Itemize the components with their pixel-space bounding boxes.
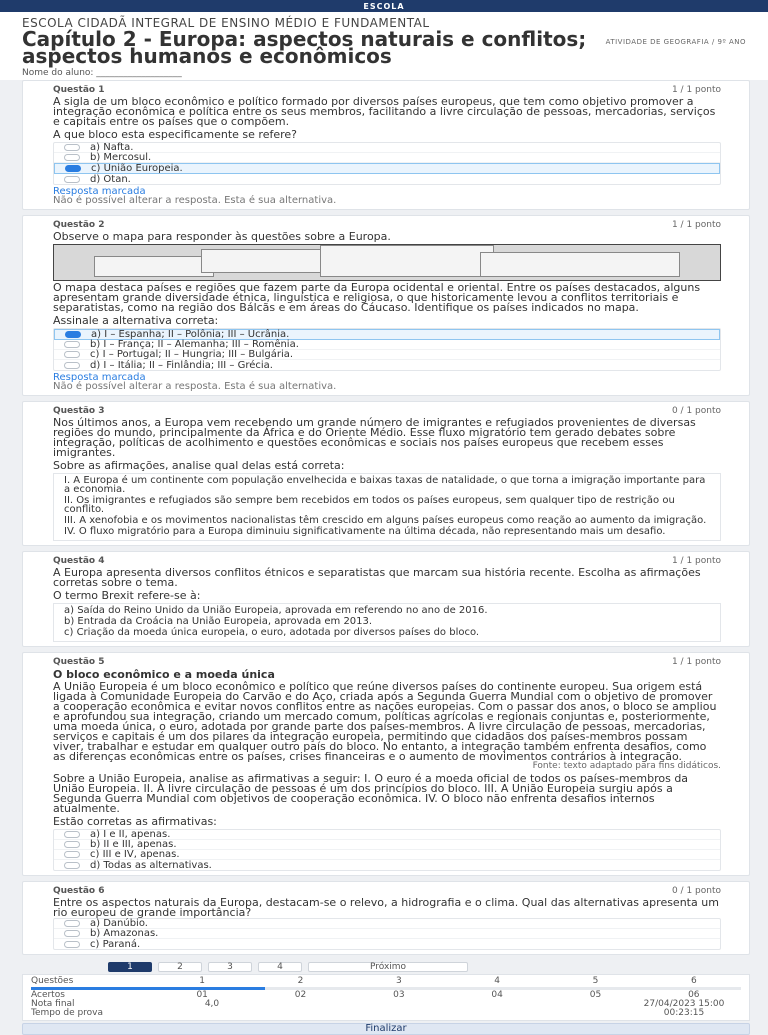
question-points: 0 / 1 ponto	[671, 886, 721, 896]
option-label: a) Nafta.	[90, 142, 134, 153]
option-label: c) I – Portugal; II – Hungria; III – Bulgária.	[90, 349, 294, 360]
summary-cell[interactable]: 1	[199, 976, 206, 986]
option-label: c) III e IV, apenas.	[90, 849, 180, 860]
summary-cell: 03	[393, 990, 405, 1000]
question-points: 0 / 1 ponto	[671, 406, 721, 416]
question-card-4	[22, 551, 750, 647]
radio-icon[interactable]	[64, 362, 80, 369]
summary-cell: 05	[589, 990, 602, 1000]
option-label: b) Amazonas.	[90, 928, 159, 939]
statement-item: I. A Europa é um continente com população envelhecida e baixas taxas de natalidade, o que torna a imigração importante para a economia.	[64, 475, 706, 495]
feedback-note: Não é possível alterar a resposta. Esta é sua alternativa.	[53, 381, 337, 392]
question-points: 1 / 1 ponto	[671, 85, 721, 95]
option-b[interactable]	[54, 153, 720, 163]
top-bar	[0, 0, 768, 12]
question-prompt: A que bloco esta especificamente se refere?	[53, 128, 298, 141]
radio-icon[interactable]	[64, 341, 80, 348]
radio-icon[interactable]	[64, 144, 80, 151]
subject-label: ATIVIDADE DE GEOGRAFIA / 9º ANO	[605, 38, 746, 46]
summary-label-final: Nota final	[31, 999, 75, 1009]
question-title: Questão 3	[53, 406, 105, 416]
radio-icon[interactable]	[64, 351, 80, 358]
question-card-6	[22, 881, 750, 955]
question-card-2	[22, 215, 750, 396]
progress-fill	[31, 987, 265, 990]
question-text: Observe o mapa para responder às questões sobre a Europa.	[53, 230, 391, 243]
question-points: 1 / 1 ponto	[671, 556, 721, 566]
option-label: a) I – Espanha; II – Polônia; III – Ucrânia.	[91, 329, 290, 340]
radio-icon[interactable]	[64, 941, 80, 948]
question-text: Nos últimos anos, a Europa vem recebendo um grande número de imigrantes e refugiados provenientes de diversas regiões do mundo, principalmente da África e do Oriente Médio. Esse fluxo migratório tem gerado debates sobre integração, políticas de acolhimento e questões econômicas e sociais nos países europeus que recebem esses imigrantes.	[53, 416, 696, 459]
option-c[interactable]	[54, 163, 720, 174]
radio-icon[interactable]	[64, 154, 80, 161]
options-list	[53, 918, 721, 950]
option-c[interactable]	[54, 850, 720, 860]
radio-icon[interactable]	[64, 841, 80, 848]
progress-bar	[31, 987, 741, 990]
option-d[interactable]	[54, 360, 720, 370]
page-header	[0, 12, 768, 80]
options-list	[53, 142, 721, 185]
pagination	[0, 960, 768, 974]
option-label: d) Otan.	[90, 173, 131, 185]
page-button-4[interactable]: 4	[258, 962, 302, 972]
question-prompt: Estão corretas as afirmativas:	[53, 815, 217, 828]
statement-item[interactable]: a) Saída do Reino Unido da União Europeia, aprovada em referendo no ano de 2016.	[64, 605, 488, 616]
exam-date: 27/04/2023 15:00	[643, 999, 725, 1009]
summary-cell: 06	[688, 990, 700, 1000]
option-b[interactable]	[54, 929, 720, 939]
source-note: Fonte: texto adaptado para fins didáticos.	[532, 761, 721, 771]
question-title: Questão 6	[53, 886, 105, 896]
statement-item[interactable]: c) Criação da moeda única europeia, o euro, adotada por diversos países do bloco.	[64, 627, 480, 638]
page-button-2[interactable]: 2	[158, 962, 202, 972]
summary-cell: 02	[294, 990, 307, 1000]
feedback-status: Resposta marcada	[53, 186, 146, 197]
summary-label-questions: Questões	[31, 976, 74, 986]
statement-item: III. A xenofobia e os movimentos nacionalistas têm crescido em alguns países europeus como reação ao aumento da imigração.	[64, 515, 707, 526]
final-score: 4,0	[204, 999, 220, 1009]
question-title: Questão 2	[53, 220, 105, 230]
radio-icon[interactable]	[64, 851, 80, 858]
option-d[interactable]	[54, 860, 720, 870]
question-card-1	[22, 80, 750, 210]
statement-item: IV. O fluxo migratório para a Europa diminuiu significativamente na última década, não representando mais um desafio.	[64, 526, 666, 537]
statement-item: II. Os imigrantes e refugiados são sempre bem recebidos em todos os países europeus, sem qualquer tipo de restrição ou conflito.	[64, 495, 675, 515]
statement-item[interactable]: b) Entrada da Croácia na União Europeia, aprovada em 2013.	[64, 616, 373, 627]
feedback-note: Não é possível alterar a resposta. Esta é sua alternativa.	[53, 195, 337, 206]
summary-cell[interactable]: 4	[494, 976, 501, 986]
option-label: b) I – França; II – Alemanha; III – Romênia.	[90, 339, 299, 350]
option-label: d) I – Itália; II – Finlândia; III – Grécia.	[90, 359, 273, 371]
option-label: d) Todas as alternativas.	[90, 859, 212, 871]
radio-icon[interactable]	[64, 920, 80, 927]
option-label: c) Paraná.	[90, 938, 141, 950]
option-c[interactable]	[54, 350, 720, 360]
radio-selected-icon[interactable]	[65, 165, 81, 172]
summary-cell[interactable]: 3	[395, 976, 402, 986]
question-text: Entre os aspectos naturais da Europa, destacam-se o relevo, a hidrografia e o clima. Qual das alternativas apresenta um rio europeu de grande importância?	[53, 896, 719, 919]
question-prompt: Sobre as afirmações, analise qual delas está correta:	[53, 459, 345, 472]
questions-container	[0, 80, 768, 955]
statements-box	[53, 473, 721, 541]
question-title: Questão 1	[53, 85, 105, 95]
page-title: Capítulo 2 - Europa: aspectos naturais e conflitos; aspectos humanos e econômicos	[22, 27, 587, 68]
summary-cell: 01	[196, 990, 208, 1000]
radio-icon[interactable]	[64, 831, 80, 838]
question-title: Questão 5	[53, 657, 105, 667]
option-label: a) Danúbio.	[90, 918, 148, 929]
page-button-1[interactable]: 1	[108, 962, 152, 972]
options-list	[53, 829, 721, 871]
question-prompt: Assinale a alternativa correta:	[53, 314, 219, 327]
question-points: 1 / 1 ponto	[671, 220, 721, 230]
question-text: A sigla de um bloco econômico e político formado por diversos países europeus, que tem como objetivo promover a integração econômica e política entre os seus membros, facilitando a livre circulação de pessoas, mercadorias, serviços e capitais entre os países que o compõem.	[53, 95, 716, 128]
page-button-3[interactable]: 3	[208, 962, 252, 972]
question-text-2: O mapa destaca países e regiões que fazem parte da Europa ocidental e oriental. Entre os países destacados, alguns apresentam grande diversidade étnica, linguística e religiosa, o que historicamente levou a conflitos territoriais e separatistas, como na região dos Bálcãs e em áreas do Cáucaso. Identifique os países indicados no mapa.	[53, 281, 701, 314]
student-name: Nome do aluno: ___________________	[22, 68, 182, 78]
radio-selected-icon[interactable]	[65, 331, 81, 338]
option-c[interactable]	[54, 939, 720, 949]
statements-box	[53, 603, 721, 642]
option-label: a) I e II, apenas.	[90, 829, 171, 840]
option-label: b) Mercosul.	[90, 152, 152, 163]
option-label: b) II e III, apenas.	[90, 839, 177, 850]
question-subtitle: O bloco econômico e a moeda única	[53, 668, 275, 681]
feedback-status: Resposta marcada	[53, 372, 146, 383]
school-logo: ESCOLA	[363, 1, 405, 11]
radio-icon[interactable]	[64, 176, 80, 183]
finish-button[interactable]: Finalizar	[22, 1023, 750, 1035]
radio-icon[interactable]	[64, 862, 80, 869]
summary-label-hits: Acertos	[31, 990, 65, 1000]
answer-feedback	[53, 373, 721, 391]
exam-duration: 00:23:15	[663, 1008, 705, 1018]
question-text-2: Sobre a União Europeia, analise as afirmativas a seguir: I. O euro é a moeda oficial de todos os países-membros da União Europeia. II. A livre circulação de pessoas é um dos princípios do bloco. III. A União Europeia surgiu após a Segunda Guerra Mundial com objetivos de cooperação econômica. IV. O bloco não enfrenta desafios internos atualmente.	[53, 772, 689, 815]
question-prompt: O termo Brexit refere-se à:	[53, 589, 201, 602]
summary-cell: 04	[491, 990, 503, 1000]
next-button[interactable]: Próximo	[308, 962, 468, 972]
summary-panel	[22, 974, 750, 1021]
question-card-3	[22, 401, 750, 546]
question-text: A Europa apresenta diversos conflitos étnicos e separatistas que marcam sua história recente. Escolha as afirmações corretas sobre o tema.	[53, 566, 701, 589]
options-list	[53, 328, 721, 371]
europe-map-image	[53, 244, 721, 281]
radio-icon[interactable]	[64, 930, 80, 937]
question-title: Questão 4	[53, 556, 105, 566]
answer-feedback	[53, 187, 721, 205]
school-name: ESCOLA CIDADÃ INTEGRAL DE ENSINO MÉDIO E FUNDAMENTAL	[22, 16, 430, 30]
option-a[interactable]	[54, 143, 720, 153]
option-label: c) União Europeia.	[91, 163, 183, 174]
question-text: A União Europeia é um bloco econômico e político que reúne diversos países do continente europeu. Sua origem está ligada à Comunidade Europeia do Carvão e do Aço, criada após a Segunda Guerra Mundial com o objetivo de promover a cooperação econômica e evitar novos conflitos entre as nações europeias. Com o passar dos anos, o bloco se ampliou e aprofundou sua integração, criando um mercado comum, políticas agrícolas e regionais conjuntas e, posteriormente, uma moeda única, o euro, adotada por grande parte dos países-membros. A livre circulação de pessoas, mercadorias, serviços e capitais é um dos pilares da integração europeia, permitindo que cidadãos dos países-membros possam viver, trabalhar e estudar em qualquer outro país do bloco. No entanto, a integração também enfrenta desafios, como as diferenças econômicas entre os países, crises financeiras e o aumento de movimentos contrários à integração.	[53, 680, 717, 763]
option-d[interactable]	[54, 174, 720, 184]
summary-cell[interactable]: 6	[690, 976, 697, 986]
question-points: 1 / 1 ponto	[671, 657, 721, 667]
summary-cell[interactable]: 5	[592, 976, 599, 986]
question-card-5	[22, 652, 750, 876]
summary-label-time: Tempo de prova	[31, 1008, 104, 1018]
summary-cell[interactable]: 2	[297, 976, 304, 986]
